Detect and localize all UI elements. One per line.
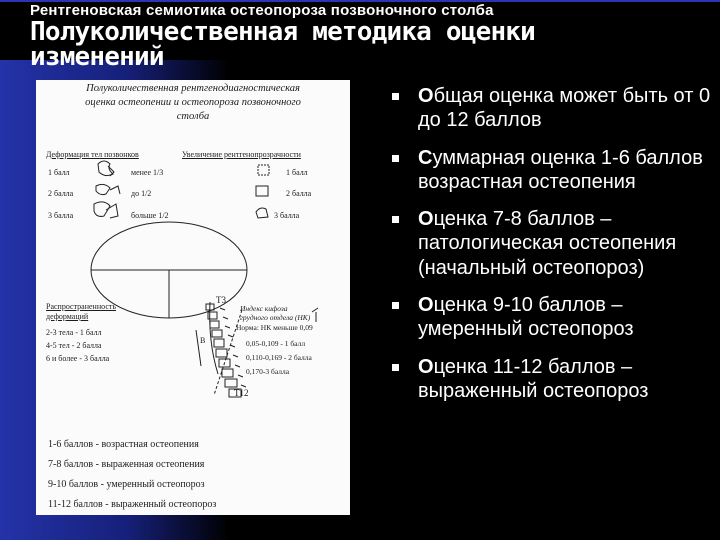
spread-list: 2-3 тела - 1 балл 4-5 тел - 2 балла 6 и более - 3 балла [46, 328, 110, 363]
square-bullet-icon [392, 216, 399, 223]
bullet-item: Общая оценка может быть от 0 до 12 баллов [392, 84, 712, 133]
nk-list: 0,05-0,109 - 1 балл 0,110-0,169 - 2 балла 0,170-3 балла [246, 339, 312, 376]
row3-right-points: 3 балла [274, 211, 300, 220]
square-bullet-icon [392, 155, 399, 162]
row3-points: 3 балла [48, 211, 74, 220]
vertebra-sketch-2 [96, 184, 110, 194]
bullet-item: Оценка 9-10 баллов – умеренный остеопороз [392, 293, 712, 342]
bullet-item: Оценка 11-12 баллов – выраженный остеопороз [392, 355, 712, 404]
bullet-list [392, 84, 712, 403]
row1-points: 1 балл [48, 168, 70, 177]
document-heading: Полуколичественная рентгенодиагностическая оценка остеопении и остеопороза позвоночного столба [85, 83, 301, 122]
slide-title [30, 17, 536, 72]
bullet-item: Оценка 7-8 баллов – патологическая остеопения (начальный остеопороз) [392, 207, 712, 280]
nk-norm: Норма: НК меньше 0,09 [236, 323, 313, 332]
row2-grade: до 1/2 [131, 189, 152, 198]
label-t12: Т12 [234, 388, 249, 398]
summary-item: 9-10 баллов - умеренный остеопороз [48, 479, 205, 490]
transparency-sketch-1 [258, 165, 269, 175]
summary-item: 11-12 баллов - выраженный остеопороз [48, 499, 217, 510]
row3-grade: больше 1/2 [131, 211, 169, 220]
row2-points: 2 балла [48, 189, 74, 198]
spine-sketch [196, 302, 246, 397]
bullet-item: Суммарная оценка 1-6 баллов возрастная остеопения [392, 146, 712, 195]
row2-right-points: 2 балла [286, 189, 312, 198]
row1-grade: менее 1/3 [131, 168, 164, 177]
spread-title: Распространенность деформаций [46, 302, 117, 321]
summary-list [48, 435, 216, 515]
right-column-header: Увеличение рентгенопрозрачности [182, 150, 301, 159]
title-line-1: Полуколичественная методика оценки [30, 17, 536, 47]
square-bullet-icon [392, 302, 399, 309]
row1-right-points: 1 балл [286, 168, 308, 177]
nk-title: Индекс кифоза грудного отдела (НК) [240, 304, 311, 322]
label-t3: Т3 [216, 295, 226, 305]
transparency-sketch-3 [256, 208, 268, 218]
transparency-sketch-2 [256, 186, 268, 196]
summary-item: 7-8 баллов - выраженная остеопения [48, 459, 205, 470]
square-bullet-icon [392, 364, 399, 371]
left-column-header: Деформация тел позвонков [46, 150, 139, 159]
square-bullet-icon [392, 93, 399, 100]
title-line-2: изменений [30, 42, 164, 72]
scanned-document [36, 80, 350, 515]
slide-supertitle: Рентгеновская семиотика остеопороза позвоночного столба [30, 2, 494, 19]
summary-item: 1-6 баллов - возрастная остеопения [48, 439, 199, 450]
label-b: В [200, 336, 206, 345]
